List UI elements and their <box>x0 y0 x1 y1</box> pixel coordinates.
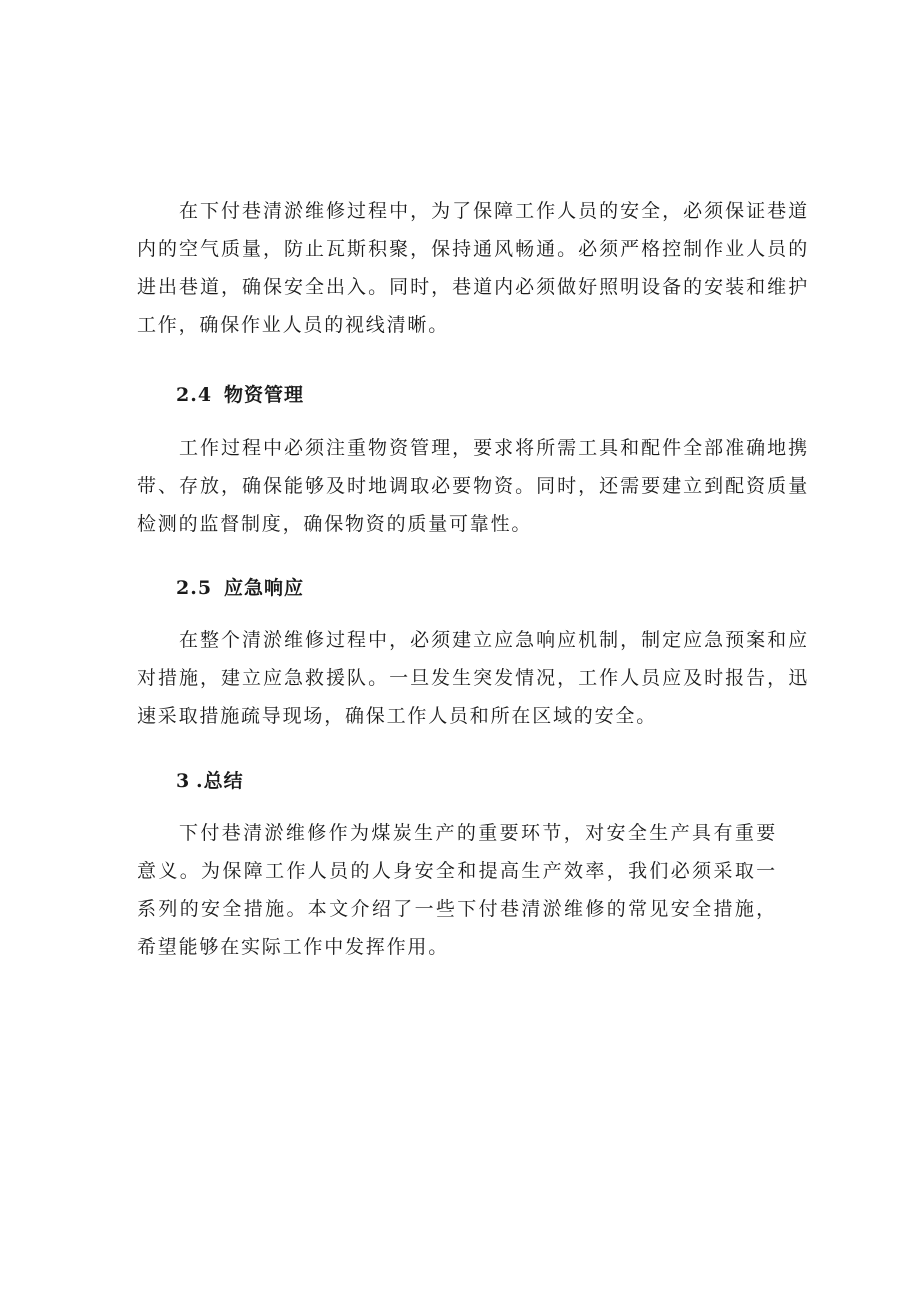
section-number: 3 <box>176 770 191 792</box>
section-number: 2.5 <box>176 577 213 599</box>
section-heading-2-5 <box>176 575 304 601</box>
paragraph-safety-ventilation: 在下付巷清淤维修过程中，为了保障工作人员的安全，必须保证巷道内的空气质量，防止瓦斯积聚，保持通风畅通。必须严格控制作业人员的进出巷道，确保安全出入。同时，巷道内必须做好照明设备的安装和维护工作，确保作业人员的视线清晰。 <box>137 200 809 336</box>
paragraph-summary: 下付巷清淤维修作为煤炭生产的重要环节，对安全生产具有重要意义。为保障工作人员的人身安全和提高生产效率，我们必须采取一系列的安全措施。本文介绍了一些下付巷清淤维修的常见安全措施，希望能够在实际工作中发挥作用。 <box>137 822 777 958</box>
paragraph-emergency-response: 在整个清淤维修过程中，必须建立应急响应机制，制定应急预案和应对措施，建立应急救援队。一旦发生突发情况，工作人员应及时报告，迅速采取措施疏导现场，确保工作人员和所在区域的安全。 <box>137 629 809 727</box>
paragraph-material-management: 工作过程中必须注重物资管理，要求将所需工具和配件全部准确地携带、存放，确保能够及时地调取必要物资。同时，还需要建立到配资质量检测的监督制度，确保物资的质量可靠性。 <box>137 437 809 535</box>
section-number: 2.4 <box>176 384 213 406</box>
section-title: 物资管理 <box>224 384 305 406</box>
section-title: .总结 <box>196 770 244 792</box>
section-title: 应急响应 <box>224 577 305 599</box>
section-heading-3 <box>176 768 244 794</box>
section-heading-2-4 <box>176 382 304 408</box>
